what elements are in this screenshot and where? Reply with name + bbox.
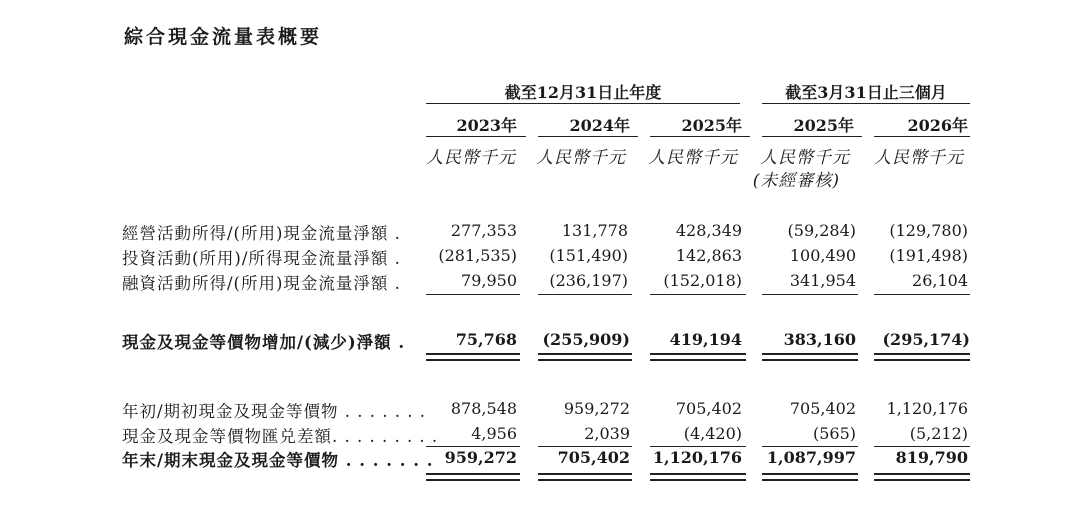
cell: (5,212) (909, 424, 968, 443)
row-label-opening-cash: 年初/期初現金及現金等價物 . . . . . . . (122, 402, 426, 421)
total-double-rule (874, 473, 970, 481)
col-unit-2025: 人民幣千元 (648, 148, 738, 168)
col-rule-2026-q (874, 136, 970, 137)
total-double-rule (650, 473, 746, 481)
cell: 383,160 (783, 330, 856, 349)
cell: 1,087,997 (766, 448, 856, 467)
cell: (236,197) (549, 271, 628, 290)
cell: 26,104 (912, 271, 968, 290)
col-unit-2025-q: 人民幣千元 (760, 148, 850, 168)
subtotal-rule (426, 446, 520, 447)
row-label-operating: 經營活動所得/(所用)現金流量淨額 . (122, 224, 401, 243)
subtotal-rule (426, 294, 520, 295)
cell: 959,272 (444, 448, 517, 467)
cell: 705,402 (675, 399, 742, 418)
subtotal-rule (874, 294, 970, 295)
page-title: 綜合現金流量表概要 (124, 26, 323, 48)
total-double-rule (426, 473, 520, 481)
group-rule-three-months (762, 103, 970, 104)
total-double-rule (762, 353, 858, 361)
cell: 2,039 (584, 424, 630, 443)
cell: 419,194 (669, 330, 742, 349)
total-double-rule (650, 353, 746, 361)
cell: 100,490 (789, 246, 856, 265)
cell: 131,778 (561, 221, 628, 240)
col-year-2025: 2025年 (681, 116, 742, 135)
cell: (152,018) (663, 271, 742, 290)
cell: (565) (812, 424, 856, 443)
col-year-2026-q: 2026年 (907, 116, 968, 135)
cell: 428,349 (675, 221, 742, 240)
cell: 79,950 (461, 271, 517, 290)
total-double-rule (426, 353, 520, 361)
subtotal-rule (874, 446, 970, 447)
col-unit-2024: 人民幣千元 (536, 148, 626, 168)
cell: 878,548 (450, 399, 517, 418)
cell: 341,954 (789, 271, 856, 290)
subtotal-rule (538, 294, 632, 295)
cell: 1,120,176 (652, 448, 742, 467)
cell: (4,420) (683, 424, 742, 443)
subtotal-rule (538, 446, 632, 447)
col-rule-2023 (426, 136, 526, 137)
cell: 1,120,176 (886, 399, 968, 418)
col-rule-2025 (650, 136, 750, 137)
total-double-rule (874, 353, 970, 361)
col-year-2024: 2024年 (569, 116, 630, 135)
group-header-year: 截至12月31日止年度 (504, 83, 662, 102)
cell: (59,284) (787, 221, 856, 240)
total-double-rule (538, 473, 632, 481)
group-header-three-months: 截至3月31日止三個月 (785, 83, 947, 102)
row-label-net-change: 現金及現金等價物增加/(減少)淨額 . (122, 333, 406, 352)
row-label-closing-cash: 年末/期末現金及現金等價物 . . . . . . . (122, 451, 434, 470)
cell: 705,402 (557, 448, 630, 467)
group-rule-year (426, 103, 740, 104)
cell: (295,174) (882, 330, 970, 349)
total-double-rule (762, 473, 858, 481)
cell: 705,402 (789, 399, 856, 418)
col-unit-2023: 人民幣千元 (426, 148, 516, 168)
cell: (281,535) (438, 246, 517, 265)
col-year-2025-q: 2025年 (793, 116, 854, 135)
col-rule-2025-q (762, 136, 862, 137)
cell: (151,490) (549, 246, 628, 265)
row-label-investing: 投資活動(所用)/所得現金流量淨額 . (122, 249, 401, 268)
cell: (129,780) (889, 221, 968, 240)
subtotal-rule (762, 446, 858, 447)
col-unit-2026-q: 人民幣千元 (874, 148, 964, 168)
cell: 4,956 (471, 424, 517, 443)
cell: 959,272 (563, 399, 630, 418)
subtotal-rule (762, 294, 858, 295)
cell: (191,498) (889, 246, 968, 265)
subtotal-rule (650, 294, 746, 295)
total-double-rule (538, 353, 632, 361)
cell: (255,909) (542, 330, 630, 349)
col-year-2023: 2023年 (456, 116, 517, 135)
row-label-financing: 融資活動所得/(所用)現金流量淨額 . (122, 274, 401, 293)
unaudited-note: (未經審核) (752, 171, 840, 191)
col-rule-2024 (538, 136, 638, 137)
cell: 75,768 (455, 330, 517, 349)
row-label-fx-difference: 現金及現金等價物匯兑差額. . . . . . . . . (122, 427, 439, 446)
cell: 277,353 (450, 221, 517, 240)
cell: 819,790 (895, 448, 968, 467)
subtotal-rule (650, 446, 746, 447)
cell: 142,863 (675, 246, 742, 265)
